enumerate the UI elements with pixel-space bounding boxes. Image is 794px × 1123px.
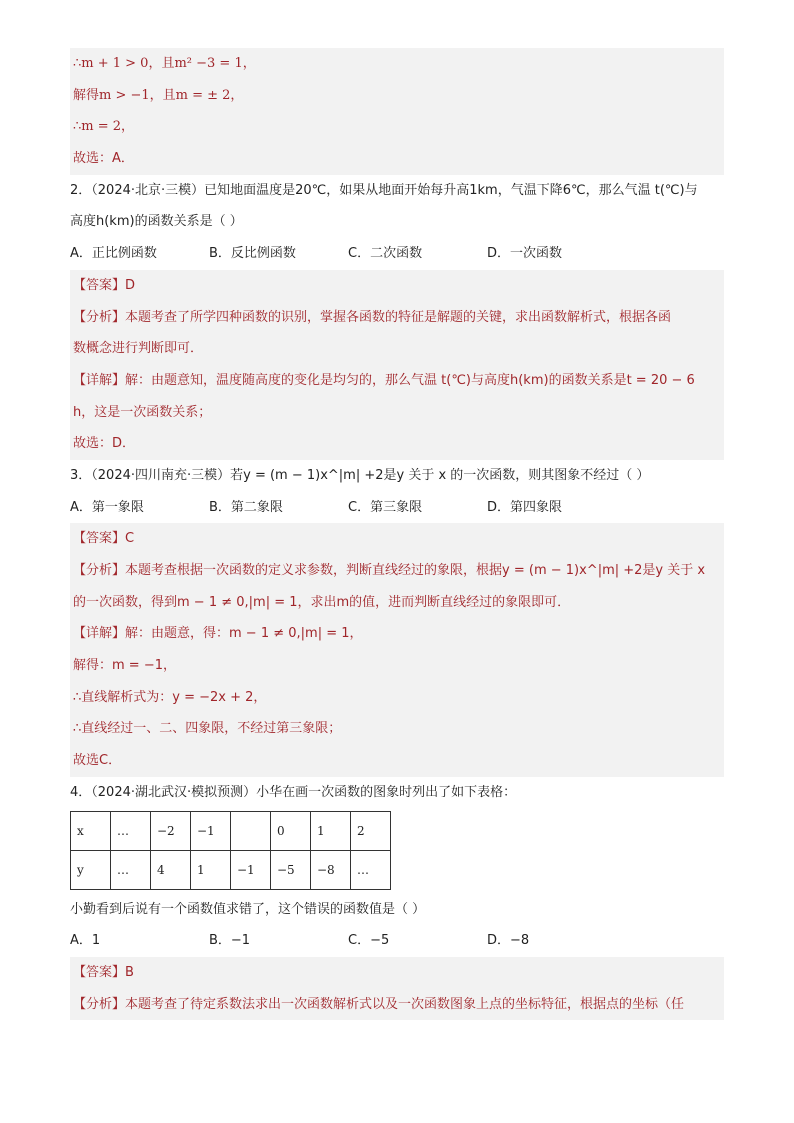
analysis-line [73, 555, 724, 587]
solution-line: 故选：A． [73, 151, 134, 167]
option-d: D．一次函数 [487, 246, 563, 262]
answer-line [73, 270, 724, 302]
solution-line: ∴m + 1 > 0，且m² −3 = 1， [73, 56, 256, 71]
detail-line: ∴直线经过一、二、四象限，不经过第三象限； [73, 721, 342, 737]
option-a: A．正比例函数 [70, 246, 157, 262]
analysis-line: 的一次函数，得到m − 1 ≠ 0,|m| = 1，求出m的值，进而判断直线经过的象限即可． [73, 594, 571, 610]
option-a: A．1 [70, 933, 101, 949]
analysis-tag: 【分析】 [73, 996, 126, 1012]
table-cell: −1 [231, 850, 271, 889]
table-row [71, 811, 391, 850]
question-2-solution [70, 270, 724, 460]
table-cell [231, 811, 271, 850]
table-cell: 1 [191, 850, 231, 889]
question-3-solution [70, 523, 724, 777]
option-b: B．反比例函数 [209, 246, 296, 262]
table-cell: 4 [151, 850, 191, 889]
question-2-options [70, 238, 724, 270]
solution-line: 解得m > −1，且m = ± 2， [73, 87, 244, 103]
detail-text: 解：由题意，得：m − 1 ≠ 0,|m| = 1， [125, 626, 363, 642]
question-4-stem: 4．（2024·湖北武汉·模拟预测）小华在画一次函数的图象时列出了如下表格： [70, 784, 517, 800]
option-d: D．第四象限 [487, 499, 563, 515]
answer-value: D [125, 277, 136, 293]
table-cell: … [351, 850, 391, 889]
table-cell: y [71, 850, 111, 889]
option-c: C．−5 [348, 933, 390, 949]
question-2-stem-cont: 高度h(km)的函数关系是（ ） [70, 214, 243, 230]
detail-tag: 【详解】 [73, 372, 126, 388]
table-row [71, 850, 391, 889]
answer-value: C [125, 531, 135, 547]
detail-text: 解：由题意知，温度随高度的变化是均匀的，那么气温 t(℃)与高度h(km)的函数关系是t = 20 − 6 [125, 372, 695, 388]
answer-line [73, 957, 724, 989]
table-cell: … [111, 850, 151, 889]
document-page [70, 48, 724, 1020]
option-b: B．第二象限 [209, 499, 283, 515]
table-cell: 1 [311, 811, 351, 850]
detail-tag: 【详解】 [73, 626, 126, 642]
option-c: C．二次函数 [348, 246, 423, 262]
option-d: D．−8 [487, 933, 530, 949]
table-cell: 0 [271, 811, 311, 850]
option-c: C．第三象限 [348, 499, 423, 515]
analysis-line [73, 302, 724, 334]
table-cell: −5 [271, 850, 311, 889]
analysis-line: 数概念进行判断即可． [73, 341, 204, 357]
value-table [70, 811, 391, 890]
question-4-solution [70, 957, 724, 1020]
question-4-follow: 小勤看到后说有一个函数值求错了，这个错误的函数值是（ ） [70, 901, 426, 917]
detail-line: 故选：D． [73, 436, 136, 452]
previous-solution-block [70, 48, 724, 175]
table-cell: −1 [191, 811, 231, 850]
answer-line [73, 523, 724, 555]
solution-line: ∴m = 2， [73, 119, 135, 135]
table-cell: 2 [351, 811, 391, 850]
answer-value: B [125, 964, 134, 980]
detail-line: 故选C． [73, 753, 122, 769]
question-2-stem: 2．（2024·北京·三模）已知地面温度是20℃，如果从地面开始每升高1km，气温下降6℃，那么气温 t(℃)与 [70, 182, 698, 198]
question-3-options [70, 492, 724, 524]
detail-line [73, 365, 724, 397]
table-cell: −8 [311, 850, 351, 889]
analysis-line [73, 989, 724, 1021]
analysis-text: 本题考查了所学四种函数的识别，掌握各函数的特征是解题的关键，求出函数解析式，根据各函 [125, 309, 672, 325]
analysis-text: 本题考查根据一次函数的定义求参数，判断直线经过的象限，根据y = (m − 1)x^|m| +2是y 关于 x [125, 563, 706, 578]
question-4-options [70, 925, 724, 957]
table-cell: x [71, 811, 111, 850]
detail-line: 解得：m = −1， [73, 658, 176, 674]
option-b: B．−1 [209, 933, 251, 949]
analysis-text: 本题考查了待定系数法求出一次函数解析式以及一次函数图象上点的坐标特征，根据点的坐标（任 [125, 996, 685, 1012]
analysis-tag: 【分析】 [73, 563, 126, 578]
option-a: A．第一象限 [70, 499, 144, 515]
answer-tag: 【答案】 [73, 277, 126, 293]
table-cell: −2 [151, 811, 191, 850]
question-3-stem: 3．（2024·四川南充·三模）若y = (m − 1)x^|m| +2是y 关于 x 的一次函数，则其图象不经过（ ） [70, 467, 650, 483]
answer-tag: 【答案】 [73, 531, 126, 547]
detail-line: h，这是一次函数关系； [73, 404, 212, 420]
detail-line: ∴直线解析式为：y = −2x + 2， [73, 689, 267, 705]
table-cell: … [111, 811, 151, 850]
answer-tag: 【答案】 [73, 964, 126, 980]
analysis-tag: 【分析】 [73, 309, 126, 325]
detail-line [73, 618, 724, 650]
